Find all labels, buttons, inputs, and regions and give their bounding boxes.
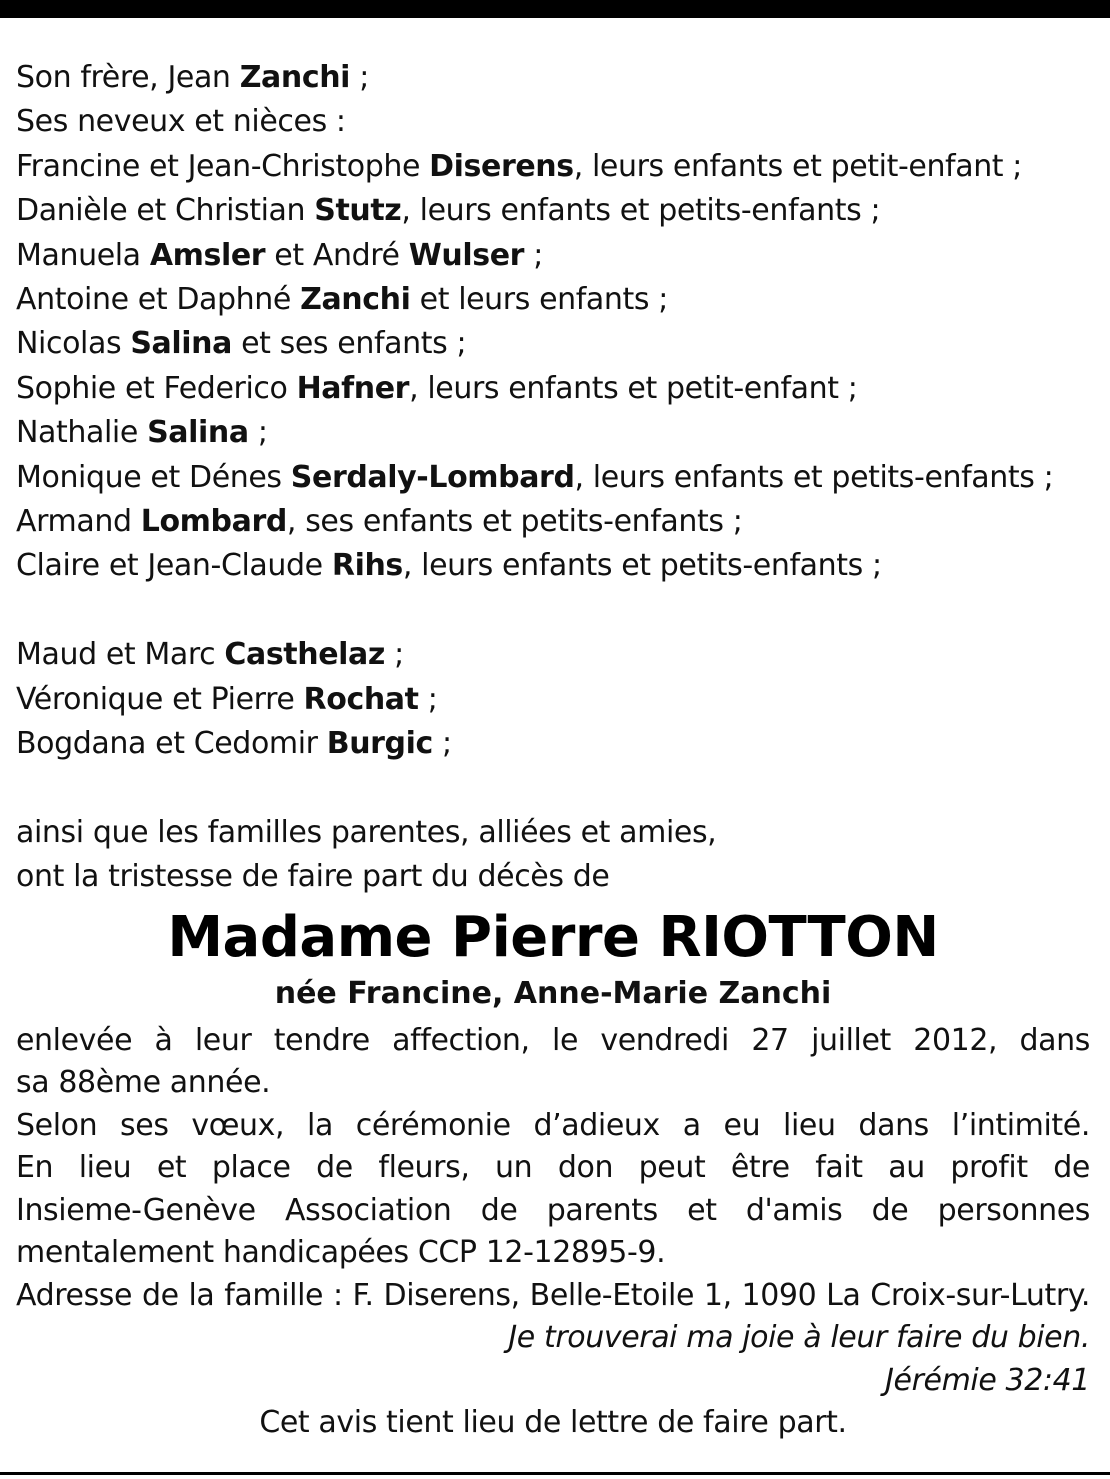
family-list [16, 56, 1090, 589]
spacer [16, 766, 1090, 810]
family-line: Sophie et Federico Hafner, leurs enfants et petit-enfant ; [16, 370, 858, 406]
family-line: Nicolas Salina et ses enfants ; [16, 326, 467, 362]
body-line: mentalement handicapées CCP 12-12895-9. [16, 1235, 666, 1271]
friend-line: Véronique et Pierre Rochat ; [16, 681, 438, 717]
family-address: Adresse de la famille : F. Diserens, Belle-Etoile 1, 1090 La Croix-sur-Lutry. [16, 1277, 1090, 1313]
family-line: Claire et Jean-Claude Rihs, leurs enfants et petits-enfants ; [16, 548, 882, 584]
announcement-line: ainsi que les familles parentes, alliées et amies, [16, 814, 717, 850]
family-line: Danièle et Christian Stutz, leurs enfants et petits-enfants ; [16, 193, 881, 229]
friend-line: Maud et Marc Casthelaz ; [16, 637, 404, 673]
bible-quote: Je trouverai ma joie à leur faire du bien. [508, 1320, 1090, 1356]
family-line: Monique et Dénes Serdaly-Lombard, leurs enfants et petits-enfants ; [16, 459, 1054, 495]
family-line: Ses neveux et nièces : [16, 104, 346, 140]
announcement-line: ont la tristesse de faire part du décès de [16, 859, 610, 895]
bible-reference: Jérémie 32:41 [885, 1362, 1090, 1398]
body-line: Selon ses vœux, la cérémonie d’adieux a eu lieu dans l’intimité. [16, 1107, 1090, 1143]
obituary-notice [16, 56, 1090, 1445]
deceased-name: Madame Pierre RIOTTON [167, 904, 939, 970]
body-line: enlevée à leur tendre affection, le vendredi 27 juillet 2012, dans [16, 1022, 1090, 1058]
family-line: Antoine et Daphné Zanchi et leurs enfants ; [16, 282, 668, 318]
family-line: Manuela Amsler et André Wulser ; [16, 237, 543, 273]
maiden-name: née Francine, Anne-Marie Zanchi [274, 975, 832, 1011]
body-line: En lieu et place de fleurs, un don peut être fait au profit de [16, 1150, 1090, 1186]
family-line: Francine et Jean-Christophe Diserens, leurs enfants et petit-enfant ; [16, 148, 1023, 184]
top-rule [0, 0, 1110, 18]
body-line: Insieme-Genève Association de parents et d'amis de personnes [16, 1192, 1090, 1228]
spacer [16, 589, 1090, 633]
bottom-rule [0, 1472, 1110, 1475]
family-line: Armand Lombard, ses enfants et petits-enfants ; [16, 504, 743, 540]
closing-note: Cet avis tient lieu de lettre de faire part. [259, 1405, 847, 1441]
notice-body [16, 1020, 1090, 1318]
friend-line: Bogdana et Cedomir Burgic ; [16, 726, 452, 762]
family-line: Son frère, Jean Zanchi ; [16, 60, 369, 95]
friends-list [16, 633, 1090, 766]
body-line: sa 88ème année. [16, 1065, 271, 1101]
family-line: Nathalie Salina ; [16, 415, 268, 451]
